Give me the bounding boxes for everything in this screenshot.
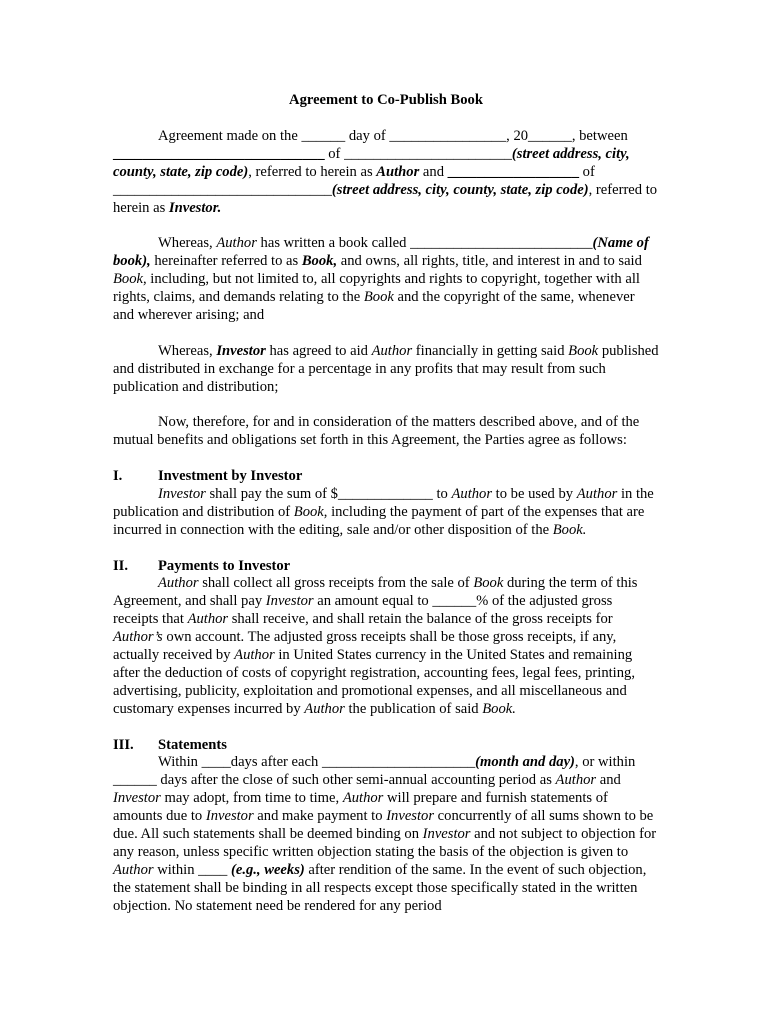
document-body (113, 92, 659, 916)
section-2-number: II. (113, 557, 129, 574)
document-title: Agreement to Co-Publish Book (289, 92, 483, 108)
section-2-title: Payments to Investor (158, 557, 291, 574)
whereas-paragraph-1: Whereas, Author has written a book called _________________________(Name of book), hereinafter referred to as Book, and owns, all rights, title, and interest in and to said Book, including, but not limited to, all copyrights and rights to copyright, together with all rights, claims, and demands relating to the Book and the copyright of the same, whenever and wherever arising; and (113, 235, 649, 323)
section-2-heading (113, 558, 659, 576)
section-3-title: Statements (158, 736, 227, 753)
section-1-heading (113, 468, 659, 486)
now-therefore-paragraph: Now, therefore, for and in consideration of the matters described above, and of the mutual benefits and obligations set forth in this Agreement, the Parties agree as follows: (113, 414, 640, 449)
intro-paragraph: Agreement made on the ______ day of ________________, 20______, between _____________________________ of _______________________(street address, city, county, state, zip code), referred to herein as Author and __________________ of ______________________________(street address, city, county, state, zip code), referred to herein as Investor. (113, 127, 658, 216)
section-3-number: III. (113, 736, 134, 753)
section-2-body: Author shall collect all gross receipts from the sale of Book during the term of this Agreement, and shall pay Investor an amount equal to ______% of the adjusted gross receipts that Author shall receive, and shall retain the balance of the gross receipts for Author’s own account. The adjusted gross receipts shall be those gross receipts, if any, actually received by Author in United States currency in the United States and remaining after the deduction of costs of copyright registration, accounting fees, legal fees, printing, advertising, publicity, exploitation and promotional expenses, and all miscellaneous and customary expenses incurred by Author the publication of said Book. (113, 575, 638, 717)
section-1-title: Investment by Investor (158, 468, 303, 485)
section-3-body: Within ____days after each _____________________(month and day), or within ______ days after the close of such other semi-annual accounting period as Author and Investor may adopt, from time to time, Author will prepare and furnish statements of amounts due to Investor and make payment to Investor concurrently of all sums shown to be due. All such statements shall be deemed binding on Investor and not subject to objection for any reason, unless specific written objection stating the basis of the objection is given to Author within ____ (e.g., weeks) after rendition of the same. In the event of such objection, the statement shall be binding in all respects except those specifically stated in the written objection. No statement need be rendered for any period (113, 754, 657, 914)
section-1-number: I. (113, 468, 123, 485)
section-1-body: Investor shall pay the sum of $_____________ to Author to be used by Author in the publication and distribution of Book, including the payment of part of the expenses that are incurred in connection with the editing, sale and/or other disposition of the Book. (113, 485, 654, 538)
whereas-paragraph-2: Whereas, Investor has agreed to aid Author financially in getting said Book published and distributed in exchange for a percentage in any profits that may result from such publication and distribution; (113, 342, 659, 395)
section-3-heading (113, 737, 659, 755)
